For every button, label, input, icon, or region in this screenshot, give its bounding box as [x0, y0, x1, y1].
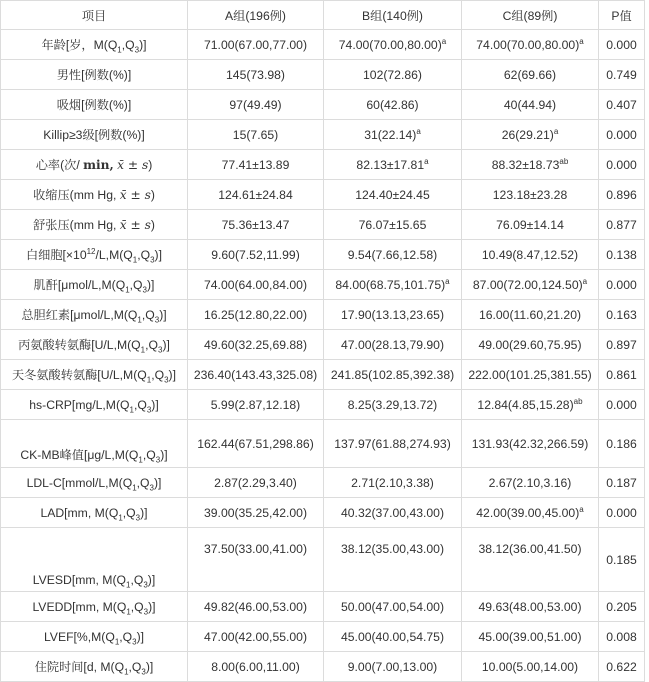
- cell-p-value: 0.000: [599, 390, 645, 420]
- cell-group-c: 88.32±18.73$^{ab}$: [462, 150, 599, 180]
- row-label: 丙氨酸转氨酶$[U/L,M(Q_1,Q_3)]$: [1, 330, 188, 360]
- cell-p-value: 0.622: [599, 652, 645, 682]
- cell-group-b: 2.71(2.10,3.38): [324, 468, 462, 498]
- cell-group-c: $26(29.21)^a$: [462, 120, 599, 150]
- table-row: [1, 300, 645, 330]
- cell-p-value: 0.749: [599, 60, 645, 90]
- cell-group-b: 137.97(61.88,274.93): [324, 420, 462, 468]
- cell-group-c: 49.63(48.00,53.00): [462, 592, 599, 622]
- cell-group-c: $87.00(72.00,124.50)^a$: [462, 270, 599, 300]
- cell-group-c: 76.09±14.14: [462, 210, 599, 240]
- row-label: 住院时间[d, $M(Q_1,Q_3)$]: [1, 652, 188, 682]
- cell-group-c: 123.18±23.28: [462, 180, 599, 210]
- header-group-a: A组(196例): [188, 1, 324, 30]
- cell-group-b: 82.13±17.81$^a$: [324, 150, 462, 180]
- cell-p-value: 0.000: [599, 30, 645, 60]
- cell-p-value: 0.000: [599, 120, 645, 150]
- row-label: 白细胞$[\times 10^{12}/L,M(Q_1,Q_3)]$: [1, 240, 188, 270]
- cell-group-b: 60(42.86): [324, 90, 462, 120]
- cell-p-value: 0.186: [599, 420, 645, 468]
- row-label: 肌酐$[\mu mol/L,M(Q_1,Q_3)]$: [1, 270, 188, 300]
- cell-group-a: 71.00(67.00,77.00): [188, 30, 324, 60]
- row-label: LVESD[mm, $M(Q_1,Q_3)$]: [1, 528, 188, 592]
- row-label: 年龄[岁，$M(Q_1,Q_3)$]: [1, 30, 188, 60]
- cell-group-a: 2.87(2.29,3.40): [188, 468, 324, 498]
- cell-group-c: 2.67(2.10,3.16): [462, 468, 599, 498]
- row-label: 总胆红素$[\mu mol/L,M(Q_1,Q_3)]$: [1, 300, 188, 330]
- table-row: [1, 468, 645, 498]
- cell-group-a: 124.61±24.84: [188, 180, 324, 210]
- row-label: $LVEF[\%,M(Q_1,Q_3)]$: [1, 622, 188, 652]
- cell-p-value: 0.138: [599, 240, 645, 270]
- cell-group-b: $84.00(68.75,101.75)^a$: [324, 270, 462, 300]
- row-label: Killip≥3级[例数(%)]: [1, 120, 188, 150]
- cell-p-value: 0.163: [599, 300, 645, 330]
- table-row: [1, 150, 645, 180]
- cell-group-a: 5.99(2.87,12.18): [188, 390, 324, 420]
- cell-group-a: 74.00(64.00,84.00): [188, 270, 324, 300]
- row-label: LDL-$C[mmol/L,M(Q_1,Q_3)]$: [1, 468, 188, 498]
- table-row: [1, 90, 645, 120]
- cell-p-value: 0.185: [599, 528, 645, 592]
- header-row: [1, 1, 645, 30]
- row-label: LAD[mm, $M(Q_1,Q_3)$]: [1, 498, 188, 528]
- cell-group-a: 236.40(143.43,325.08): [188, 360, 324, 390]
- table-row: [1, 120, 645, 150]
- row-label: 心率(次/ min, x̄ ± s): [1, 150, 188, 180]
- table-row: [1, 330, 645, 360]
- cell-p-value: 0.000: [599, 498, 645, 528]
- cell-group-c: 10.49(8.47,12.52): [462, 240, 599, 270]
- cell-group-c: 16.00(11.60,21.20): [462, 300, 599, 330]
- cell-p-value: 0.205: [599, 592, 645, 622]
- cell-group-a: 49.82(46.00,53.00): [188, 592, 324, 622]
- cell-group-b: $31(22.14)^a$: [324, 120, 462, 150]
- cell-group-b: 241.85(102.85,392.38): [324, 360, 462, 390]
- row-label: 收缩压(mm Hg, x̄ ± s): [1, 180, 188, 210]
- table-row: [1, 390, 645, 420]
- cell-p-value: 0.008: [599, 622, 645, 652]
- cell-group-c: $12.84(4.85,15.28)^{ab}$: [462, 390, 599, 420]
- cell-group-b: 102(72.86): [324, 60, 462, 90]
- cell-group-a: 77.41±13.89: [188, 150, 324, 180]
- cell-group-c: 38.12(36.00,41.50): [462, 528, 599, 592]
- cell-group-a: 16.25(12.80,22.00): [188, 300, 324, 330]
- table-row: [1, 60, 645, 90]
- cell-group-b: 38.12(35.00,43.00): [324, 528, 462, 592]
- cell-group-a: 9.60(7.52,11.99): [188, 240, 324, 270]
- cell-p-value: 0.877: [599, 210, 645, 240]
- cell-group-b: 76.07±15.65: [324, 210, 462, 240]
- cell-p-value: 0.000: [599, 270, 645, 300]
- cell-p-value: 0.187: [599, 468, 645, 498]
- cell-group-b: 50.00(47.00,54.00): [324, 592, 462, 622]
- header-group-c: C组(89例): [462, 1, 599, 30]
- cell-group-c: $74.00(70.00,80.00)^a$: [462, 30, 599, 60]
- cell-group-a: 47.00(42.00,55.00): [188, 622, 324, 652]
- table-row: [1, 180, 645, 210]
- cell-group-b: 9.54(7.66,12.58): [324, 240, 462, 270]
- cell-group-b: 9.00(7.00,13.00): [324, 652, 462, 682]
- table-row: [1, 622, 645, 652]
- row-label: 吸烟[例数(%)]: [1, 90, 188, 120]
- cell-group-b: 40.32(37.00,43.00): [324, 498, 462, 528]
- table-row: [1, 30, 645, 60]
- table-row: [1, 360, 645, 390]
- cell-p-value: 0.896: [599, 180, 645, 210]
- row-label: 天冬氨酸转氨酶$[U/L,M(Q_1,Q_3)]$: [1, 360, 188, 390]
- header-p-value: P值: [599, 1, 645, 30]
- cell-group-b: $74.00(70.00,80.00)^a$: [324, 30, 462, 60]
- table-row: [1, 270, 645, 300]
- table-row: [1, 498, 645, 528]
- cell-group-c: 49.00(29.60,75.95): [462, 330, 599, 360]
- cell-group-c: 40(44.94): [462, 90, 599, 120]
- cell-group-b: 45.00(40.00,54.75): [324, 622, 462, 652]
- cell-p-value: 0.407: [599, 90, 645, 120]
- table-row: [1, 210, 645, 240]
- cell-group-a: 15(7.65): [188, 120, 324, 150]
- cell-group-a: 162.44(67.51,298.86): [188, 420, 324, 468]
- cell-group-a: 75.36±13.47: [188, 210, 324, 240]
- cell-group-c: 10.00(5.00,14.00): [462, 652, 599, 682]
- header-item: 项目: [1, 1, 188, 30]
- cell-group-c: $42.00(39.00,45.00)^a$: [462, 498, 599, 528]
- cell-group-a: 49.60(32.25,69.88): [188, 330, 324, 360]
- table-row: [1, 592, 645, 622]
- row-label: 男性[例数(%)]: [1, 60, 188, 90]
- cell-group-b: 124.40±24.45: [324, 180, 462, 210]
- cell-p-value: 0.861: [599, 360, 645, 390]
- cell-group-c: 222.00(101.25,381.55): [462, 360, 599, 390]
- table-row: [1, 652, 645, 682]
- table-row: [1, 420, 645, 468]
- cell-group-b: 8.25(3.29,13.72): [324, 390, 462, 420]
- cell-group-a: 145(73.98): [188, 60, 324, 90]
- cell-group-c: 131.93(42.32,266.59): [462, 420, 599, 468]
- row-label: CK-MB峰值$[\mu g/L,M(Q_1,Q_3)]$: [1, 420, 188, 468]
- cell-group-b: 17.90(13.13,23.65): [324, 300, 462, 330]
- cell-group-c: 45.00(39.00,51.00): [462, 622, 599, 652]
- cell-group-c: 62(69.66): [462, 60, 599, 90]
- table-row: [1, 240, 645, 270]
- row-label: $hs-CRP[mg/L,M(Q_1,Q_3)]$: [1, 390, 188, 420]
- cell-group-a: 37.50(33.00,41.00): [188, 528, 324, 592]
- cell-group-a: 97(49.49): [188, 90, 324, 120]
- cell-p-value: 0.897: [599, 330, 645, 360]
- cell-group-a: 39.00(35.25,42.00): [188, 498, 324, 528]
- table-row: [1, 528, 645, 592]
- cell-p-value: 0.000: [599, 150, 645, 180]
- cell-group-a: 8.00(6.00,11.00): [188, 652, 324, 682]
- header-group-b: B组(140例): [324, 1, 462, 30]
- row-label: 舒张压(mm Hg, x̄ ± s): [1, 210, 188, 240]
- cell-group-b: 47.00(28.13,79.90): [324, 330, 462, 360]
- row-label: LVEDD[mm, $M(Q_1,Q_3)$]: [1, 592, 188, 622]
